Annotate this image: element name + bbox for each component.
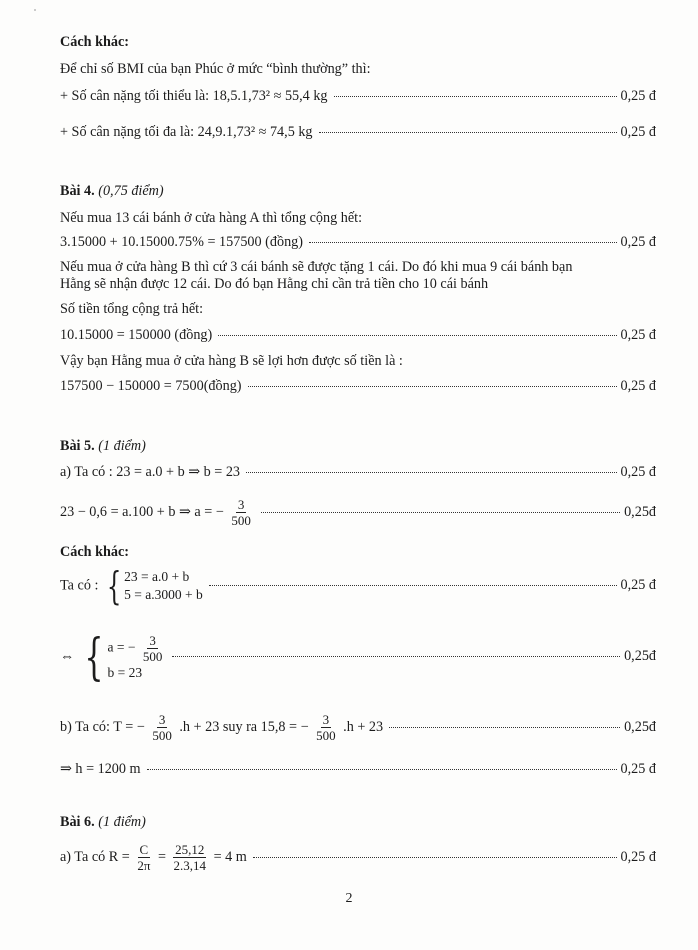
points-label: 0,25 đ — [620, 124, 656, 140]
points-label: 0,25đ — [624, 648, 656, 665]
bai5-system-1 — [60, 564, 656, 608]
bai5-a-line-2 — [60, 497, 656, 528]
page-number: 2 — [345, 891, 353, 906]
leader-dots — [261, 512, 620, 513]
bmi-max-text: + Số cân nặng tối đa là: 24,9.1,73² ≈ 74,5 kg — [60, 124, 313, 140]
bai4-line-3: Nếu mua ở cửa hàng B thì cứ 3 cái bánh sẽ được tặng 1 cái. Do đó khi mua 9 cái bánh bạn — [60, 259, 573, 275]
bai5-heading — [60, 437, 656, 455]
equation-system — [78, 628, 167, 686]
leader-dots — [246, 472, 617, 473]
bai4-line-5: Số tiền tổng cộng trả hết: — [60, 301, 204, 317]
bai5-system-2 — [60, 628, 656, 686]
fraction-denominator: 500 — [316, 728, 336, 743]
bai4-title: Bài 4. — [60, 183, 95, 199]
points-label: 0,25 đ — [620, 88, 656, 104]
bai4-line-8 — [60, 377, 656, 395]
bmi-min-text: + Số cân nặng tối thiểu là: 18,5.1,73² ≈ 55,4 kg — [60, 88, 328, 104]
bai6-title: Bài 6. — [60, 814, 95, 830]
fraction — [229, 497, 253, 528]
bai4-heading — [60, 182, 656, 200]
leader-dots — [389, 727, 620, 728]
leader-dots — [248, 386, 617, 387]
system-eq-b: b = 23 — [107, 664, 143, 680]
bai5-b-line-2 — [60, 760, 656, 778]
bai4-score: (0,75 điểm) — [98, 183, 164, 199]
points-label: 0,25đ — [624, 718, 656, 735]
points-label: 0,25 đ — [620, 577, 656, 594]
points-label: 0,25 đ — [620, 378, 656, 394]
leader-dots — [253, 857, 617, 858]
bai6-heading — [60, 813, 656, 831]
fraction-numerator: 25,12 — [175, 842, 205, 857]
fraction-denominator: 2π — [137, 858, 151, 873]
fraction — [135, 842, 152, 873]
bai5-title: Bài 5. — [60, 438, 95, 454]
bai6-score: (1 điểm) — [98, 814, 146, 830]
fraction-numerator: 3 — [158, 712, 166, 727]
bmi-intro: Để chỉ số BMI của bạn Phúc ở mức “bình thường” thì: — [60, 61, 371, 77]
fraction — [314, 712, 338, 743]
leader-dots — [309, 242, 617, 243]
system-prefix: Ta có : — [60, 577, 99, 594]
scan-speck — [34, 9, 36, 11]
equivalence-symbol: ⇔ — [60, 648, 75, 665]
bmi-max-line — [60, 123, 656, 141]
leader-dots — [218, 335, 616, 336]
bai4-line-2 — [60, 233, 656, 251]
fraction-numerator: 3 — [149, 632, 156, 648]
fraction-denominator: 500 — [231, 513, 251, 528]
bai5-a-eq2 — [60, 497, 255, 528]
fraction — [141, 633, 165, 664]
points-label: 0,25 đ — [620, 234, 656, 250]
leader-dots — [319, 132, 617, 133]
bai4-calc-a: 3.15000 + 10.15000.75% = 157500 (đồng) — [60, 234, 303, 250]
fraction-denominator: 500 — [152, 728, 172, 743]
points-label: 0,25 đ — [620, 761, 656, 777]
points-label: 0,25 đ — [620, 848, 656, 865]
bai5-b-eq1: b) Ta có: T = − $\frac{3}{500}$ .h + 23 suy ra 15,8 = − $\frac{3}{500}$ .h + 23 — [60, 712, 384, 743]
fraction-numerator: 3 — [237, 497, 245, 512]
bai5-score: (1 điểm) — [98, 438, 146, 454]
leader-dots — [334, 96, 617, 97]
equation-system — [102, 564, 203, 608]
fraction-numerator: C — [139, 842, 149, 857]
points-label: 0,25đ — [624, 503, 656, 520]
bai5-a-eq1: a) Ta có : 23 = a.0 + b ⇒ b = 23 — [60, 464, 241, 480]
bai6-a-line — [60, 842, 656, 873]
fraction — [150, 712, 174, 743]
bai5-b-line-1 — [60, 712, 656, 743]
system-eq-a: a = − $\frac{3}{500}$ — [107, 632, 163, 664]
system-eq-1: 23 = a.0 + b — [124, 569, 190, 584]
bai5-system-1-expr — [60, 564, 203, 608]
bmi-min-line — [60, 87, 656, 105]
bai4-line-7: Vậy bạn Hằng mua ở cửa hàng B sẽ lợi hơn được số tiền là : — [60, 353, 403, 369]
leader-dots — [147, 769, 617, 770]
bai4-calc-c: 157500 − 150000 = 7500(đồng) — [60, 378, 242, 394]
fraction-denominator: 2.3,14 — [173, 858, 207, 873]
bai6-a-eq: a) Ta có R = $\frac{C}{2\pi}$ = $\frac{25,12}{2.3,14}$ = 4 m — [60, 842, 247, 873]
points-label: 0,25 đ — [620, 327, 656, 343]
bai4-calc-b: 10.15000 = 150000 (đồng) — [60, 327, 213, 343]
bai4-line-1: Nếu mua 13 cái bánh ở cửa hàng A thì tổng cộng hết: — [60, 210, 363, 226]
alt-heading-2: Cách khác: — [60, 544, 129, 560]
fraction — [172, 842, 209, 873]
alt-heading-1: Cách khác: — [60, 34, 129, 50]
bai5-a-line-1 — [60, 463, 656, 481]
bai4-line-4: Hằng sẽ nhận được 12 cái. Do đó bạn Hằng chỉ cần trả tiền cho 10 cái bánh — [60, 276, 489, 292]
points-label: 0,25 đ — [620, 464, 656, 480]
left-brace: { — [106, 564, 122, 608]
bai5-system-2-expr — [60, 628, 166, 686]
bai5-a-eq2-pre: 23 − 0,6 = a.100 + b ⇒ a = − — [60, 503, 224, 520]
bai5-b-eq2: ⇒ h = 1200 m — [60, 761, 141, 777]
leader-dots — [172, 656, 620, 657]
left-brace: { — [84, 628, 104, 686]
bai4-line-6 — [60, 326, 656, 344]
fraction-numerator: 3 — [322, 712, 330, 727]
leader-dots — [209, 585, 617, 586]
system-eq-2: 5 = a.3000 + b — [124, 587, 203, 602]
fraction-denominator: 500 — [142, 648, 163, 664]
